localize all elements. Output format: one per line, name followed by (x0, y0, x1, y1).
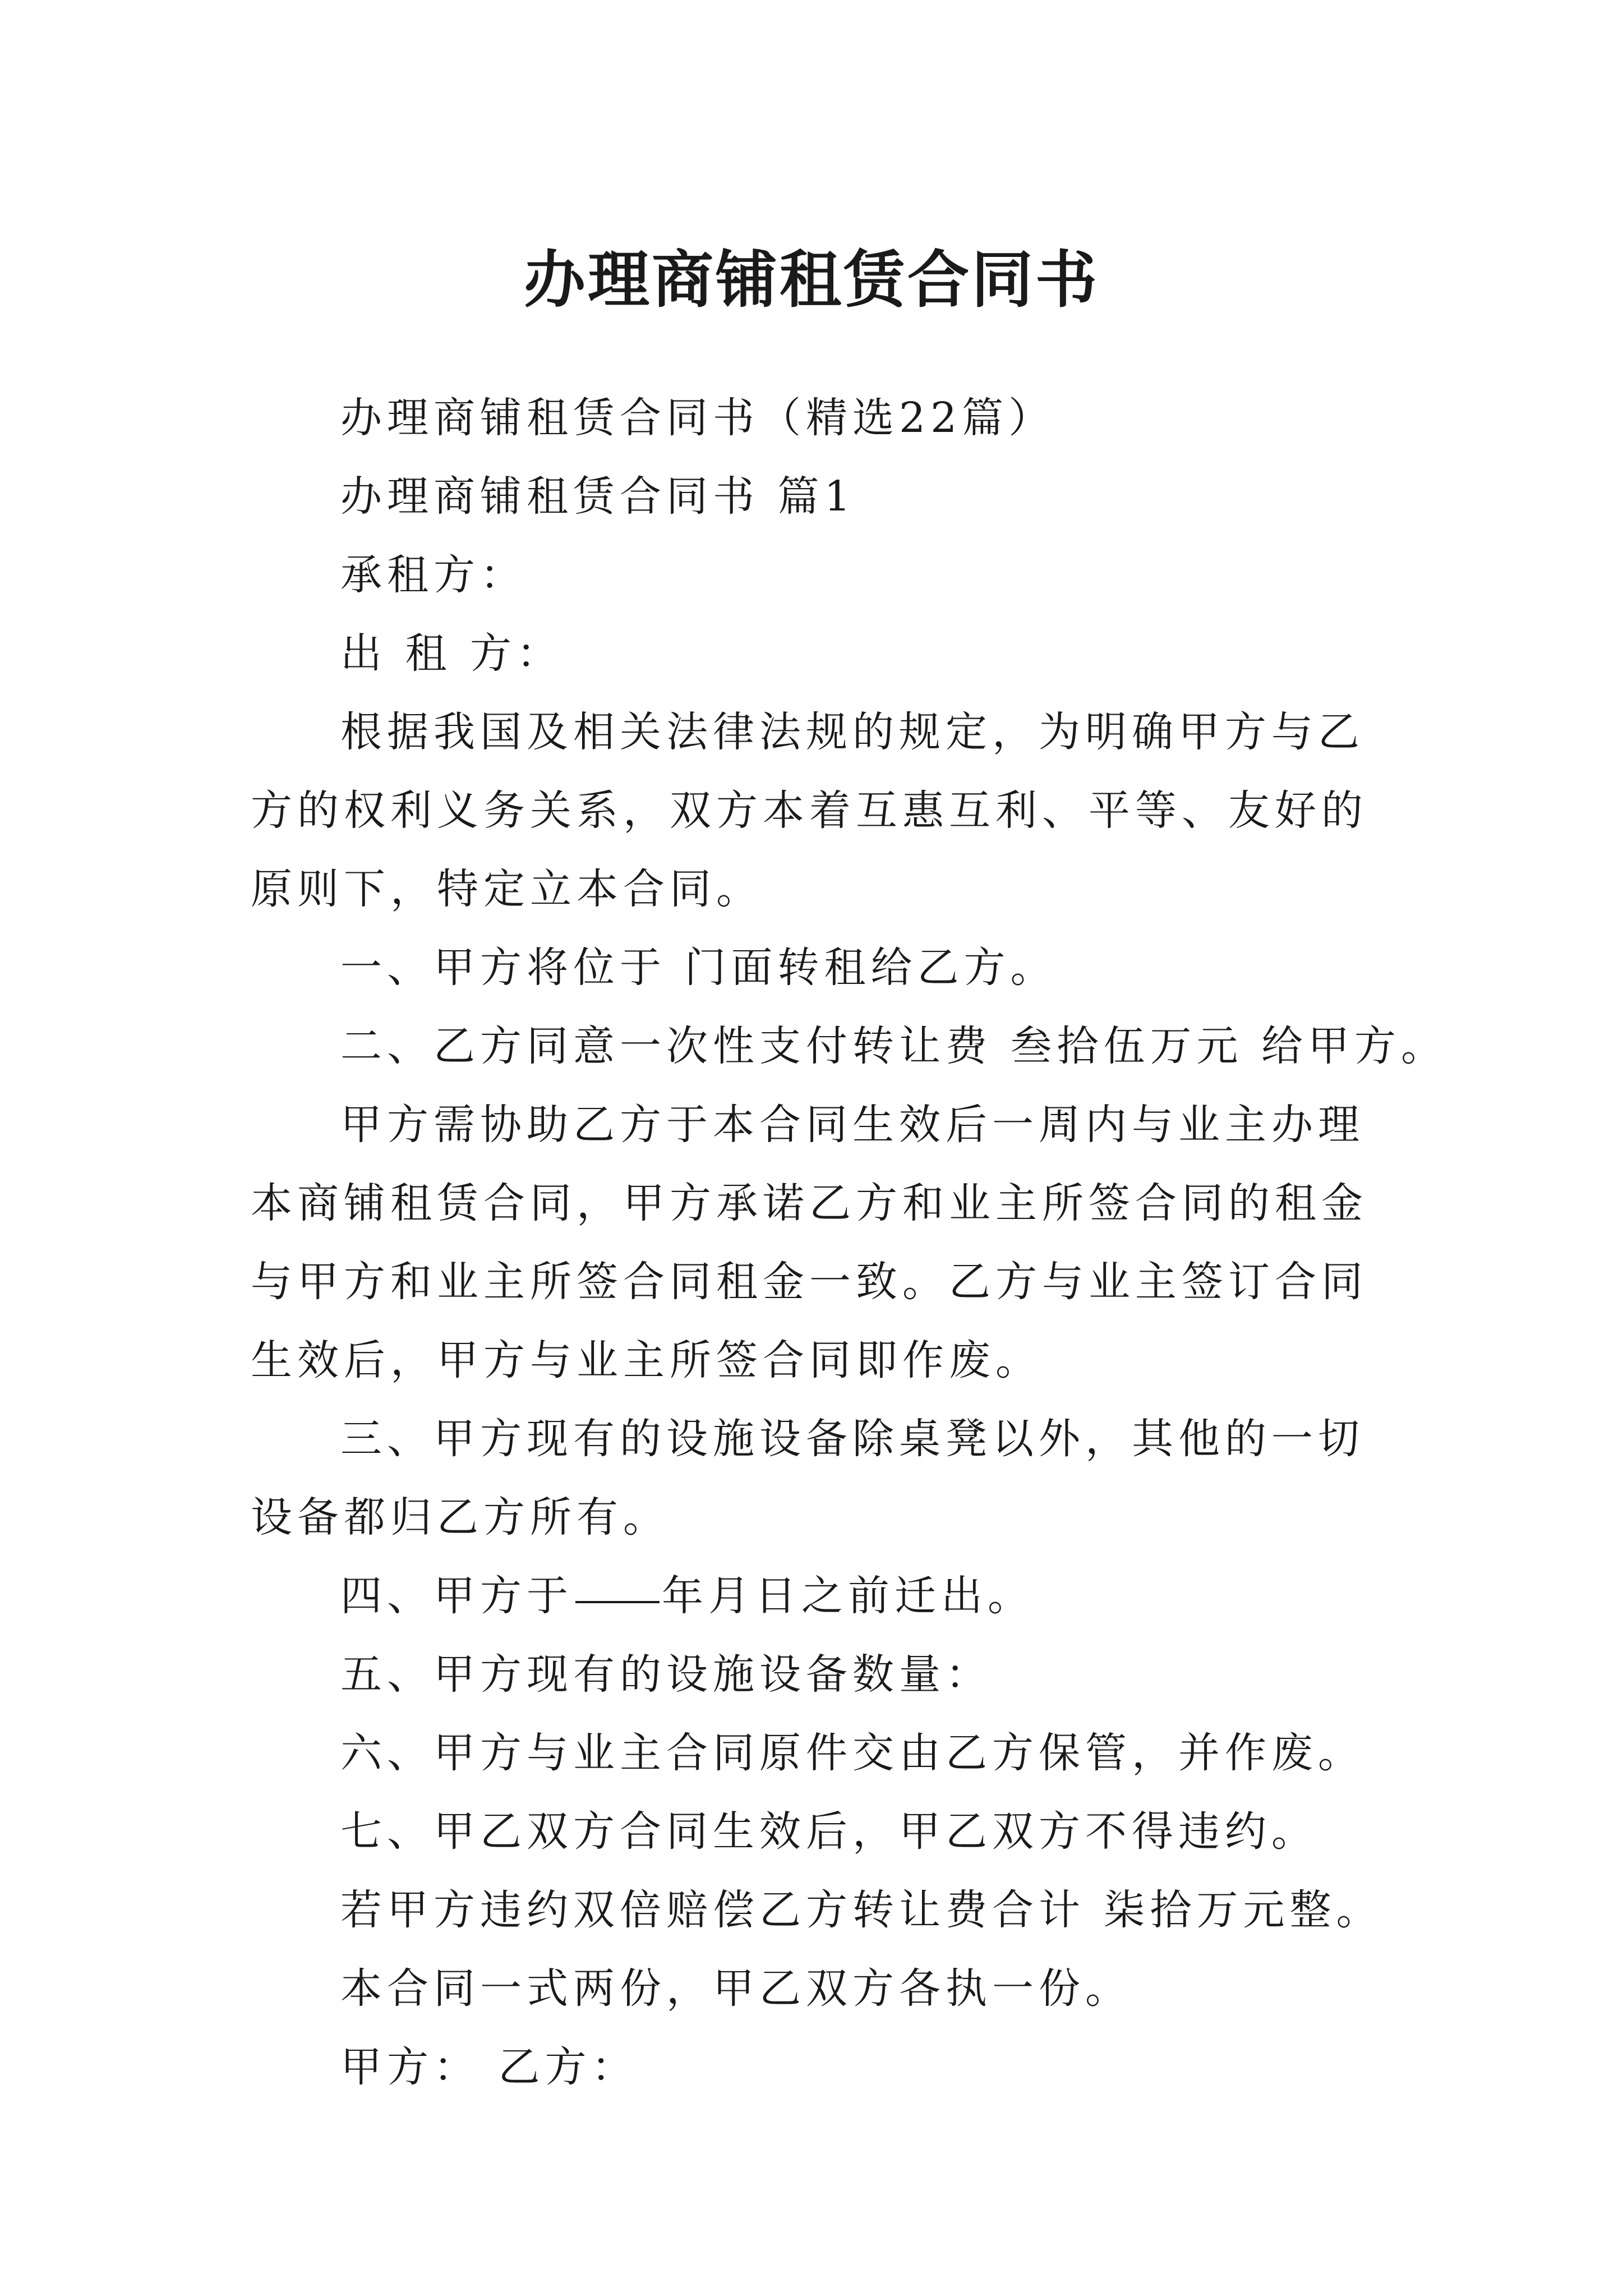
paragraph-subtitle: 办理商铺租赁合同书（精选22篇） (340, 394, 1055, 442)
paragraph-clause-6: 六、甲方与业主合同原件交由乙方保管，并作废。 (340, 1729, 1364, 1777)
paragraph-clause-1: 一、甲方将位于 门面转租给乙方。 (340, 944, 1057, 992)
paragraph-copies: 本合同一式两份，甲乙双方各执一份。 (340, 1964, 1132, 2013)
paragraph-clause-4 (251, 1557, 1389, 1635)
paragraph-signatures: 甲方： 乙方： (340, 2043, 638, 2091)
paragraph-preamble: 根据我国及相关法律法规的规定，为明确甲方与乙方的权利义务关系，双方本着互惠互利、平等、友好的原则下，特定立本合同。 (251, 708, 1368, 913)
document-title: 办理商铺租赁合同书 (524, 243, 1099, 316)
paragraph-clause-2-detail: 甲方需协助乙方于本合同生效后一周内与业主办理本商铺租赁合同，甲方承诺乙方和业主所签合同的租金与甲方和业主所签合同租金一致。乙方与业主签订合同生效后，甲方与业主所签合同即作废。 (251, 1101, 1368, 1384)
clause-4-suffix: 年月日之前迁出。 (662, 1572, 1034, 1620)
paragraph-clause-3: 三、甲方现有的设施设备除桌凳以外，其他的一切设备都归乙方所有。 (251, 1415, 1364, 1542)
paragraph-penalty: 若甲方违约双倍赔偿乙方转让费合计 柒拾万元整。 (340, 1886, 1383, 1934)
document-body (251, 379, 1448, 2106)
paragraph-clause-7: 七、甲乙双方合同生效后，甲乙双方不得违约。 (340, 1807, 1318, 1856)
paragraph-lessee: 承租方： (340, 551, 527, 599)
clause-4-prefix: 四、甲方于 (340, 1572, 573, 1620)
paragraph-clause-5: 五、甲方现有的设施设备数量： (340, 1650, 992, 1699)
fill-in-blank (575, 1601, 660, 1603)
paragraph-clause-2: 二、乙方同意一次性支付转让费 叁拾伍万元 给甲方。 (340, 1022, 1448, 1070)
paragraph-chapter-heading: 办理商铺租赁合同书 篇1 (340, 472, 856, 521)
paragraph-lessor: 出 租 方： (340, 629, 564, 678)
